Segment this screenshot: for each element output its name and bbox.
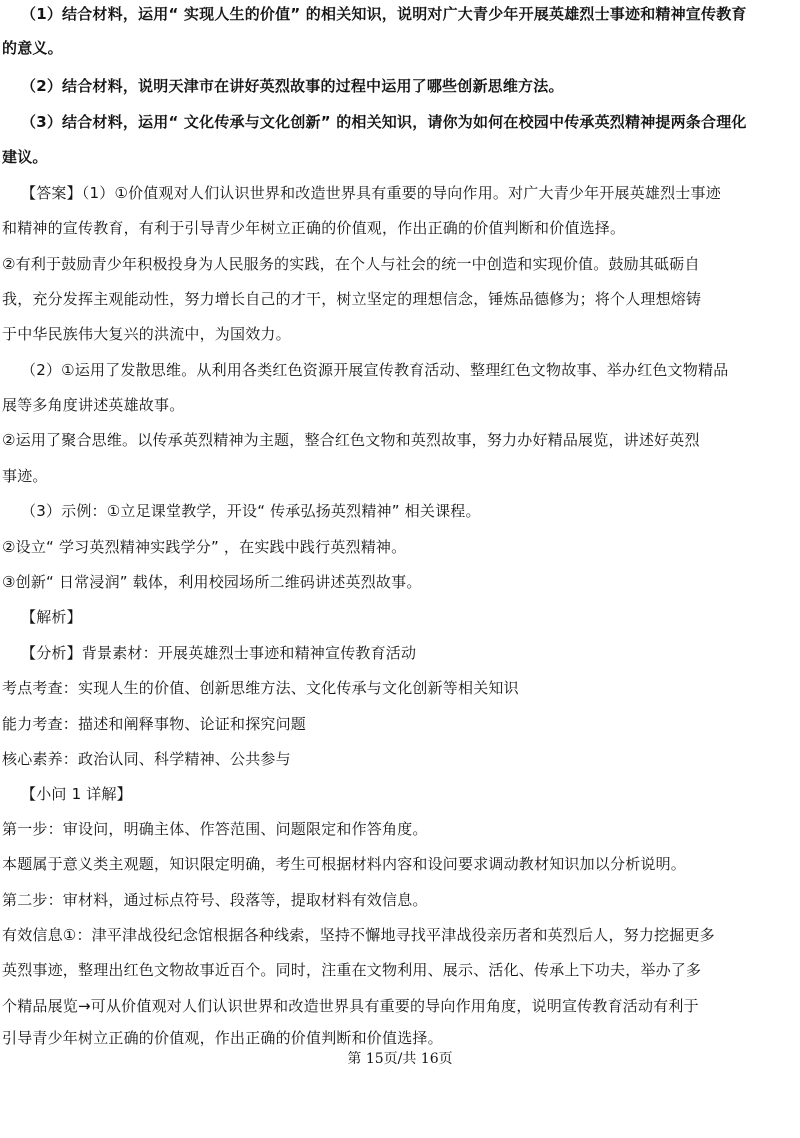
text-line: 英烈事迹，整理出红色文物故事近百个。同时，注重在文物利用、展示、活化、传承上下功夫，举办了多 — [2, 961, 702, 979]
text-line: 个精品展览→可从价值观对人们认识世界和改造世界具有重要的导向作用角度，说明宣传教育活动有利于 — [2, 997, 699, 1015]
text-line: 考点考查：实现人生的价值、创新思维方法、文化传承与文化创新等相关知识 — [2, 679, 519, 697]
text-line: （3）示例：①立足课堂教学，开设“ 传承弘扬英烈精神” 相关课程。 — [21, 502, 481, 520]
text-line: 于中华民族伟大复兴的洪流中，为国效力。 — [2, 325, 291, 343]
text-line: 能力考查：描述和阐释事物、论证和探究问题 — [2, 715, 307, 733]
text-line: 的意义。 — [2, 39, 63, 57]
text-line: 建议。 — [2, 148, 48, 166]
text-line: （2）结合材料，说明天津市在讲好英烈故事的过程中运用了哪些创新思维方法。 — [21, 77, 564, 95]
text-line: （1）结合材料，运用“ 实现人生的价值” 的相关知识，说明对广大青少年开展英雄烈士事迹和精神宣传教育 — [21, 5, 747, 23]
text-line: 我，充分发挥主观能动性，努力增长自己的才干，树立坚定的理想信念，锤炼品德修为；将个人理想熔铸 — [2, 290, 702, 308]
page-number-footer: 第 15页/共 16页 — [347, 1051, 453, 1067]
text-line: 第一步：审设问，明确主体、作答范围、问题限定和作答角度。 — [2, 820, 428, 838]
text-line: 本题属于意义类主观题，知识限定明确，考生可根据材料内容和设问要求调动教材知识加以分析说明。 — [2, 855, 687, 873]
text-line: ②设立“ 学习英烈精神实践学分” ，在实践中践行英烈精神。 — [2, 538, 407, 556]
text-line: 引导青少年树立正确的价值观，作出正确的价值判断和价值选择。 — [2, 1029, 443, 1047]
text-line: 展等多角度讲述英雄故事。 — [2, 396, 185, 414]
text-line: （3）结合材料，运用“ 文化传承与文化创新” 的相关知识，请你为如何在校园中传承英烈精神提两条合理化 — [21, 113, 747, 131]
text-line: 和精神的宣传教育，有利于引导青少年树立正确的价值观，作出正确的价值判断和价值选择。 — [2, 219, 626, 237]
text-line: ②有利于鼓励青少年积极投身为人民服务的实践，在个人与社会的统一中创造和实现价值。鼓励其砥砺自 — [2, 255, 700, 273]
section-heading: 【解析】 — [21, 608, 82, 626]
text-line: （2）①运用了发散思维。从利用各类红色资源开展宣传教育活动、整理红色文物故事、举办红色文物精品 — [21, 361, 729, 379]
text-line: 【分析】背景素材：开展英雄烈士事迹和精神宣传教育活动 — [21, 644, 417, 662]
text-line: 核心素养：政治认同、科学精神、公共参与 — [2, 750, 291, 768]
text-line: ②运用了聚合思维。以传承英烈精神为主题，整合红色文物和英烈故事，努力办好精品展览，讲述好英烈 — [2, 431, 700, 449]
section-heading: 【小问 1 详解】 — [21, 785, 132, 803]
text-line: ③创新“ 日常浸润” 载体，利用校园场所二维码讲述英烈故事。 — [2, 573, 422, 591]
text-line: 第二步：审材料，通过标点符号、段落等，提取材料有效信息。 — [2, 891, 428, 909]
text-line: 事迹。 — [2, 467, 48, 485]
text-line: 有效信息①：津平津战役纪念馆根据各种线索，坚持不懈地寻找平津战役亲历者和英烈后人，努力挖掘更多 — [2, 926, 715, 944]
answer-line: 【答案】（1）①价值观对人们认识世界和改造世界具有重要的导向作用。对广大青少年开展英雄烈士事迹 — [21, 184, 721, 202]
